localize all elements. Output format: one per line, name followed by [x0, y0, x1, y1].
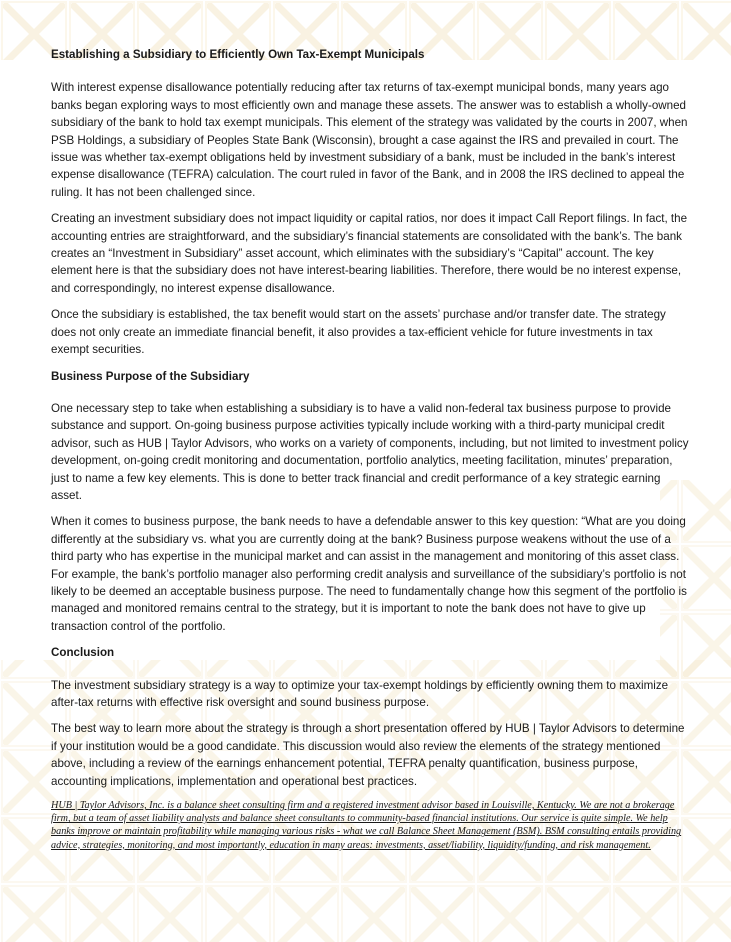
section-heading-conclusion: Conclusion — [51, 646, 115, 660]
paragraph: With interest expense disallowance potentially reducing after tax returns of tax-exempt municipal bonds, many years ago banks began exploring ways to most efficiently own and manage these assets. The answer was to establish a wholly-owned subsidiary of the bank to hold tax exempt municipals. This element of the strategy was validated by the courts in 2007, when PSB Holdings, a subsidiary of Peoples State Bank (Wisconsin), brought a case against the IRS and prevailed in court. The issue was whether tax-exempt obligations held by investment subsidiary of a bank, must be included in the bank’s interest expense disallowance (TEFRA) calculation. The court ruled in favor of the Bank, and in 2008 the IRS declined to appeal the ruling. It has not been challenged since. — [51, 81, 688, 199]
section-heading-business-purpose: Business Purpose of the Subsidiary — [51, 369, 250, 383]
paragraph: Once the subsidiary is established, the tax benefit would start on the assets’ purchase and/or transfer date. The strategy does not only create an immediate financial benefit, it also provides a tax-efficient vehicle for future investments in tax exempt securities. — [51, 308, 666, 357]
paragraph: The investment subsidiary strategy is a way to optimize your tax-exempt holdings by efficiently owning them to maximize after-tax returns with effective risk oversight and sound business purpose. — [51, 678, 669, 709]
paragraph: Creating an investment subsidiary does not impact liquidity or capital ratios, nor does it impact Call Report filings. In fact, the accounting entries are straightforward, and the subsidiary’s financial statements are consolidated with the bank’s. The bank creates an “Investment in Subsidiary” asset account, which eliminates with the subsidiary’s “Capital” account. The key element here is that the subsidiary does not have interest-bearing liabilities. Therefore, there would be no interest expense, and correspondingly, no interest expense disallowance. — [51, 212, 688, 295]
article — [51, 40, 691, 852]
paragraph: One necessary step to take when establishing a subsidiary is to have a valid non-federal tax business purpose to provide substance and support. On-going business purpose activities typically include working with a third-party municipal credit advisor, such as HUB | Taylor Advisors, who works on a variety of components, including, but not limited to investment policy development, on-going credit monitoring and documentation, portfolio analytics, meeting facilitation, minutes’ preparation, just to name a few key elements. This is done to better track financial and credit performance of a key strategic earning asset. — [51, 401, 689, 502]
company-disclaimer: HUB | Taylor Advisors, Inc. is a balance sheet consulting firm and a registered investment advisor based in Louisville, Kentucky. We are not a brokerage firm, but a team of asset liability analysts and balance sheet consultants to community-based financial institutions. Our service is quite simple. We help banks improve or maintain profitability while managing various risks - what we call Balance Sheet Management (BSM). BSM consulting entails providing advice, strategies, monitoring, and most importantly, education in many areas: investments, asset/liability, liquidity/funding, and risk management. — [51, 800, 682, 851]
paragraph: The best way to learn more about the strategy is through a short presentation offered by HUB | Taylor Advisors to determine if your institution would be a good candidate. This discussion would also review the elements of the strategy mentioned above, including a review of the earnings enhancement potential, TEFRA penalty quantification, business purpose, accounting implications, implementation and operational best practices. — [51, 722, 685, 788]
section-heading-subsidiary: Establishing a Subsidiary to Efficiently Own Tax-Exempt Municipals — [51, 48, 425, 61]
paragraph: When it comes to business purpose, the bank needs to have a defendable answer to this key question: “What are you doing differently at the subsidiary vs. what you are currently doing at the bank? Business purpose weakens without the use of a third party who has expertise in the municipal market and can assist in the management and monitoring of this asset class. For example, the bank’s portfolio manager also performing credit analysis and surveillance of the subsidiary’s portfolio is not likely to be deemed an acceptable business purpose. The need to fundamentally change how this segment of the portfolio is managed and monitored remains central to the strategy, but it is important to note the bank does not have to give up transaction control of the portfolio. — [51, 515, 687, 633]
